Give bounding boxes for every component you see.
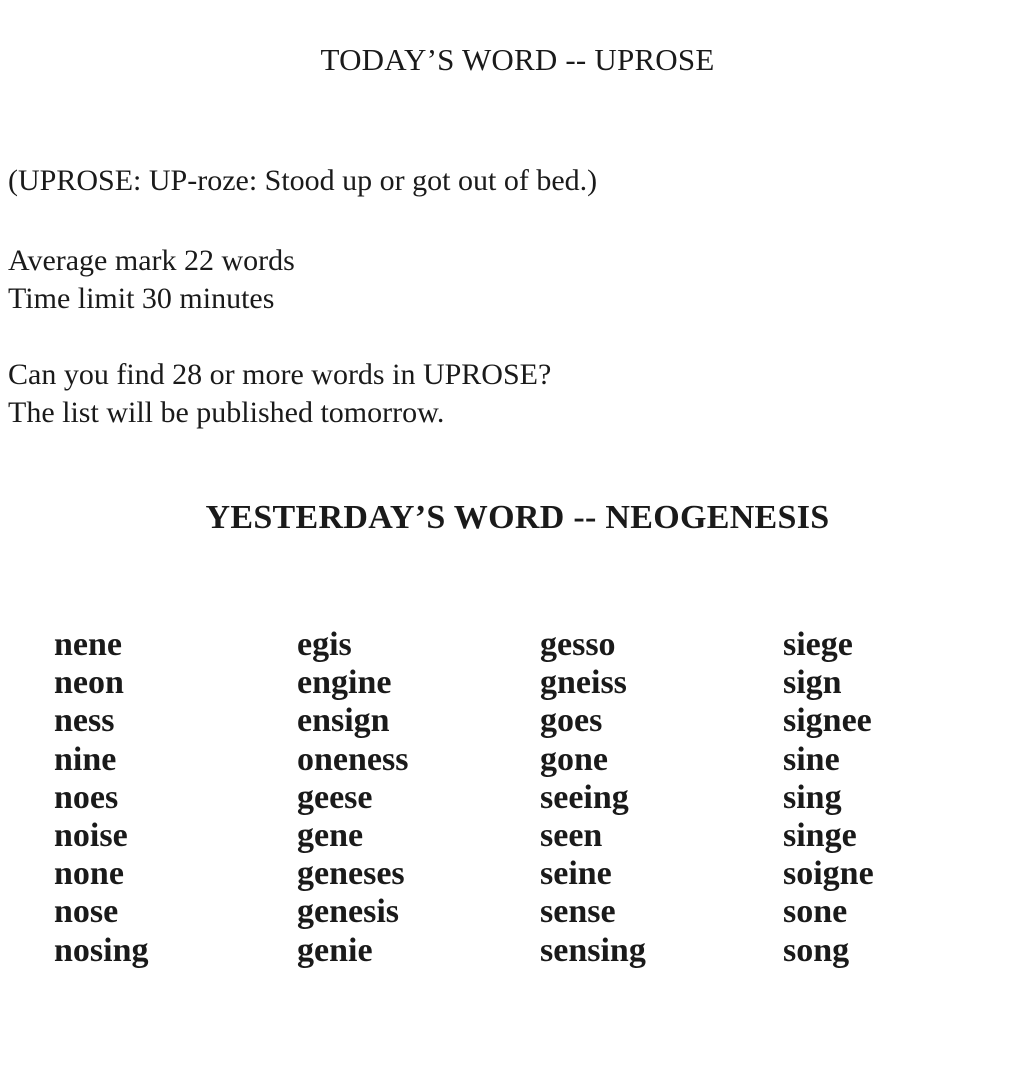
answer-word: ness xyxy=(54,702,115,740)
answer-word: song xyxy=(783,931,850,969)
answer-word: engine xyxy=(297,664,392,702)
answer-word: singe xyxy=(783,817,857,855)
word-column-2 xyxy=(297,626,540,970)
word-definition xyxy=(8,162,597,200)
answer-word: seen xyxy=(540,817,603,855)
answer-word: sense xyxy=(540,893,616,931)
answer-word: ensign xyxy=(297,702,390,740)
answer-word: gneiss xyxy=(540,664,627,702)
answer-word: oneness xyxy=(297,740,409,778)
word-column-3 xyxy=(540,626,783,970)
answer-word: none xyxy=(54,855,124,893)
answer-word: signee xyxy=(783,702,872,740)
answer-word: nene xyxy=(54,626,122,663)
answer-word: sign xyxy=(783,664,842,702)
challenge-question: Can you find 28 or more words in UPROSE? xyxy=(8,358,552,391)
yesterdays-word-title: YESTERDAY’S WORD -- NEOGENESIS xyxy=(205,499,830,536)
answer-word: noise xyxy=(54,817,128,855)
answer-word: noes xyxy=(54,778,119,816)
answer-word: egis xyxy=(297,626,352,663)
answer-word: geese xyxy=(297,778,373,816)
answer-word: seeing xyxy=(540,778,629,816)
answer-word: nine xyxy=(54,740,117,778)
answer-word: gone xyxy=(540,740,608,778)
answer-word: siege xyxy=(783,626,853,663)
answer-word: neon xyxy=(54,664,124,702)
answer-word: gene xyxy=(297,817,364,855)
answer-word: sensing xyxy=(540,931,646,969)
challenge-text xyxy=(8,356,551,432)
answer-word: seine xyxy=(540,855,612,893)
time-limit: Time limit 30 minutes xyxy=(8,282,275,315)
answer-word: nose xyxy=(54,893,119,931)
answer-word: soigne xyxy=(783,855,874,893)
word-column-1 xyxy=(54,626,297,970)
answer-word-list xyxy=(54,626,1026,970)
answer-word: genesis xyxy=(297,893,399,931)
answer-word: gesso xyxy=(540,626,616,663)
puzzle-stats xyxy=(8,242,295,318)
answer-word: goes xyxy=(540,702,603,740)
todays-word-title: TODAY’S WORD -- UPROSE xyxy=(320,42,715,77)
answer-word: nosing xyxy=(54,931,149,969)
average-mark: Average mark 22 words xyxy=(8,244,295,277)
answer-word: sone xyxy=(783,893,848,931)
answer-word: sing xyxy=(783,778,842,816)
answer-word: sine xyxy=(783,740,840,778)
answer-word: genie xyxy=(297,931,373,969)
answer-word: geneses xyxy=(297,855,405,893)
word-column-4 xyxy=(783,626,1026,970)
publish-note: The list will be published tomorrow. xyxy=(8,396,445,429)
definition-text: (UPROSE: UP-roze: Stood up or got out of bed.) xyxy=(8,164,598,197)
